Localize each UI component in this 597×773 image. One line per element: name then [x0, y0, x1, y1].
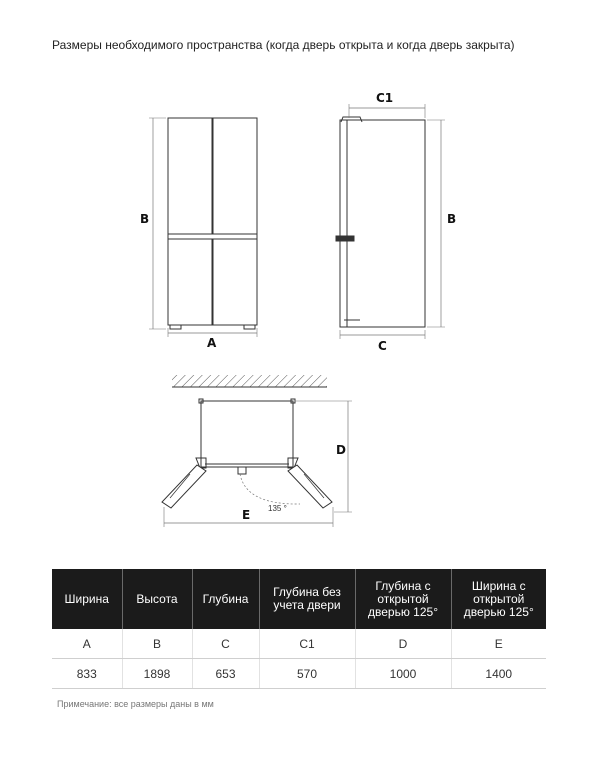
header-width-open-door: Ширина с открытой дверью 125°	[451, 569, 546, 629]
table-cell: E	[451, 629, 546, 659]
table-cell: 653	[192, 659, 259, 689]
side-upper-handle	[336, 236, 354, 241]
side-height-label: B	[447, 212, 457, 226]
side-top-depth-label: C1	[376, 91, 394, 105]
table-cell: 570	[259, 659, 355, 689]
wall-hatch	[172, 375, 327, 387]
front-upper-right-door	[213, 118, 257, 234]
table-cell: 833	[52, 659, 122, 689]
table-cell: B	[122, 629, 192, 659]
header-depth-without-door: Глубина без учета двери	[259, 569, 355, 629]
table-cell: 1898	[122, 659, 192, 689]
page-heading: Размеры необходимого пространства (когда дверь открыта и когда дверь закрыта)	[52, 38, 515, 52]
table-cell: 1400	[451, 659, 546, 689]
front-upper-left-door	[168, 118, 212, 234]
plan-width-label: E	[242, 508, 251, 522]
front-lower-right-door	[213, 239, 257, 325]
front-left-foot	[170, 325, 181, 329]
front-right-foot	[244, 325, 255, 329]
plan-view	[162, 375, 352, 527]
side-cabinet	[347, 120, 425, 327]
plan-cabinet	[201, 401, 293, 467]
front-width-label: A	[207, 336, 217, 350]
table-cell: A	[52, 629, 122, 659]
plan-depth-label: D	[336, 443, 346, 457]
front-height-label: B	[140, 212, 150, 226]
table-cell: D	[355, 629, 451, 659]
footnote: Примечание: все размеры даны в мм	[57, 699, 214, 709]
header-depth-open-door: Глубина с открытой дверью 125°	[355, 569, 451, 629]
opening-angle-arc	[240, 474, 300, 504]
side-depth-label: C	[378, 339, 387, 353]
plan-left-open-door	[162, 465, 206, 508]
table-row	[52, 659, 546, 689]
opening-angle-label: 135 °	[268, 504, 287, 513]
dimensions-table	[52, 569, 546, 689]
table-header-row	[52, 569, 546, 629]
side-door-strip	[340, 120, 347, 327]
table-cell: 1000	[355, 659, 451, 689]
front-lower-left-door	[168, 239, 212, 325]
table-cell: C1	[259, 629, 355, 659]
side-view	[336, 104, 445, 339]
front-drawer-divider	[168, 234, 257, 239]
front-view	[149, 118, 257, 337]
header-height: Высота	[122, 569, 192, 629]
table-cell: C	[192, 629, 259, 659]
table-row	[52, 629, 546, 659]
header-depth: Глубина	[192, 569, 259, 629]
plan-right-open-door	[288, 465, 332, 508]
header-width: Ширина	[52, 569, 122, 629]
